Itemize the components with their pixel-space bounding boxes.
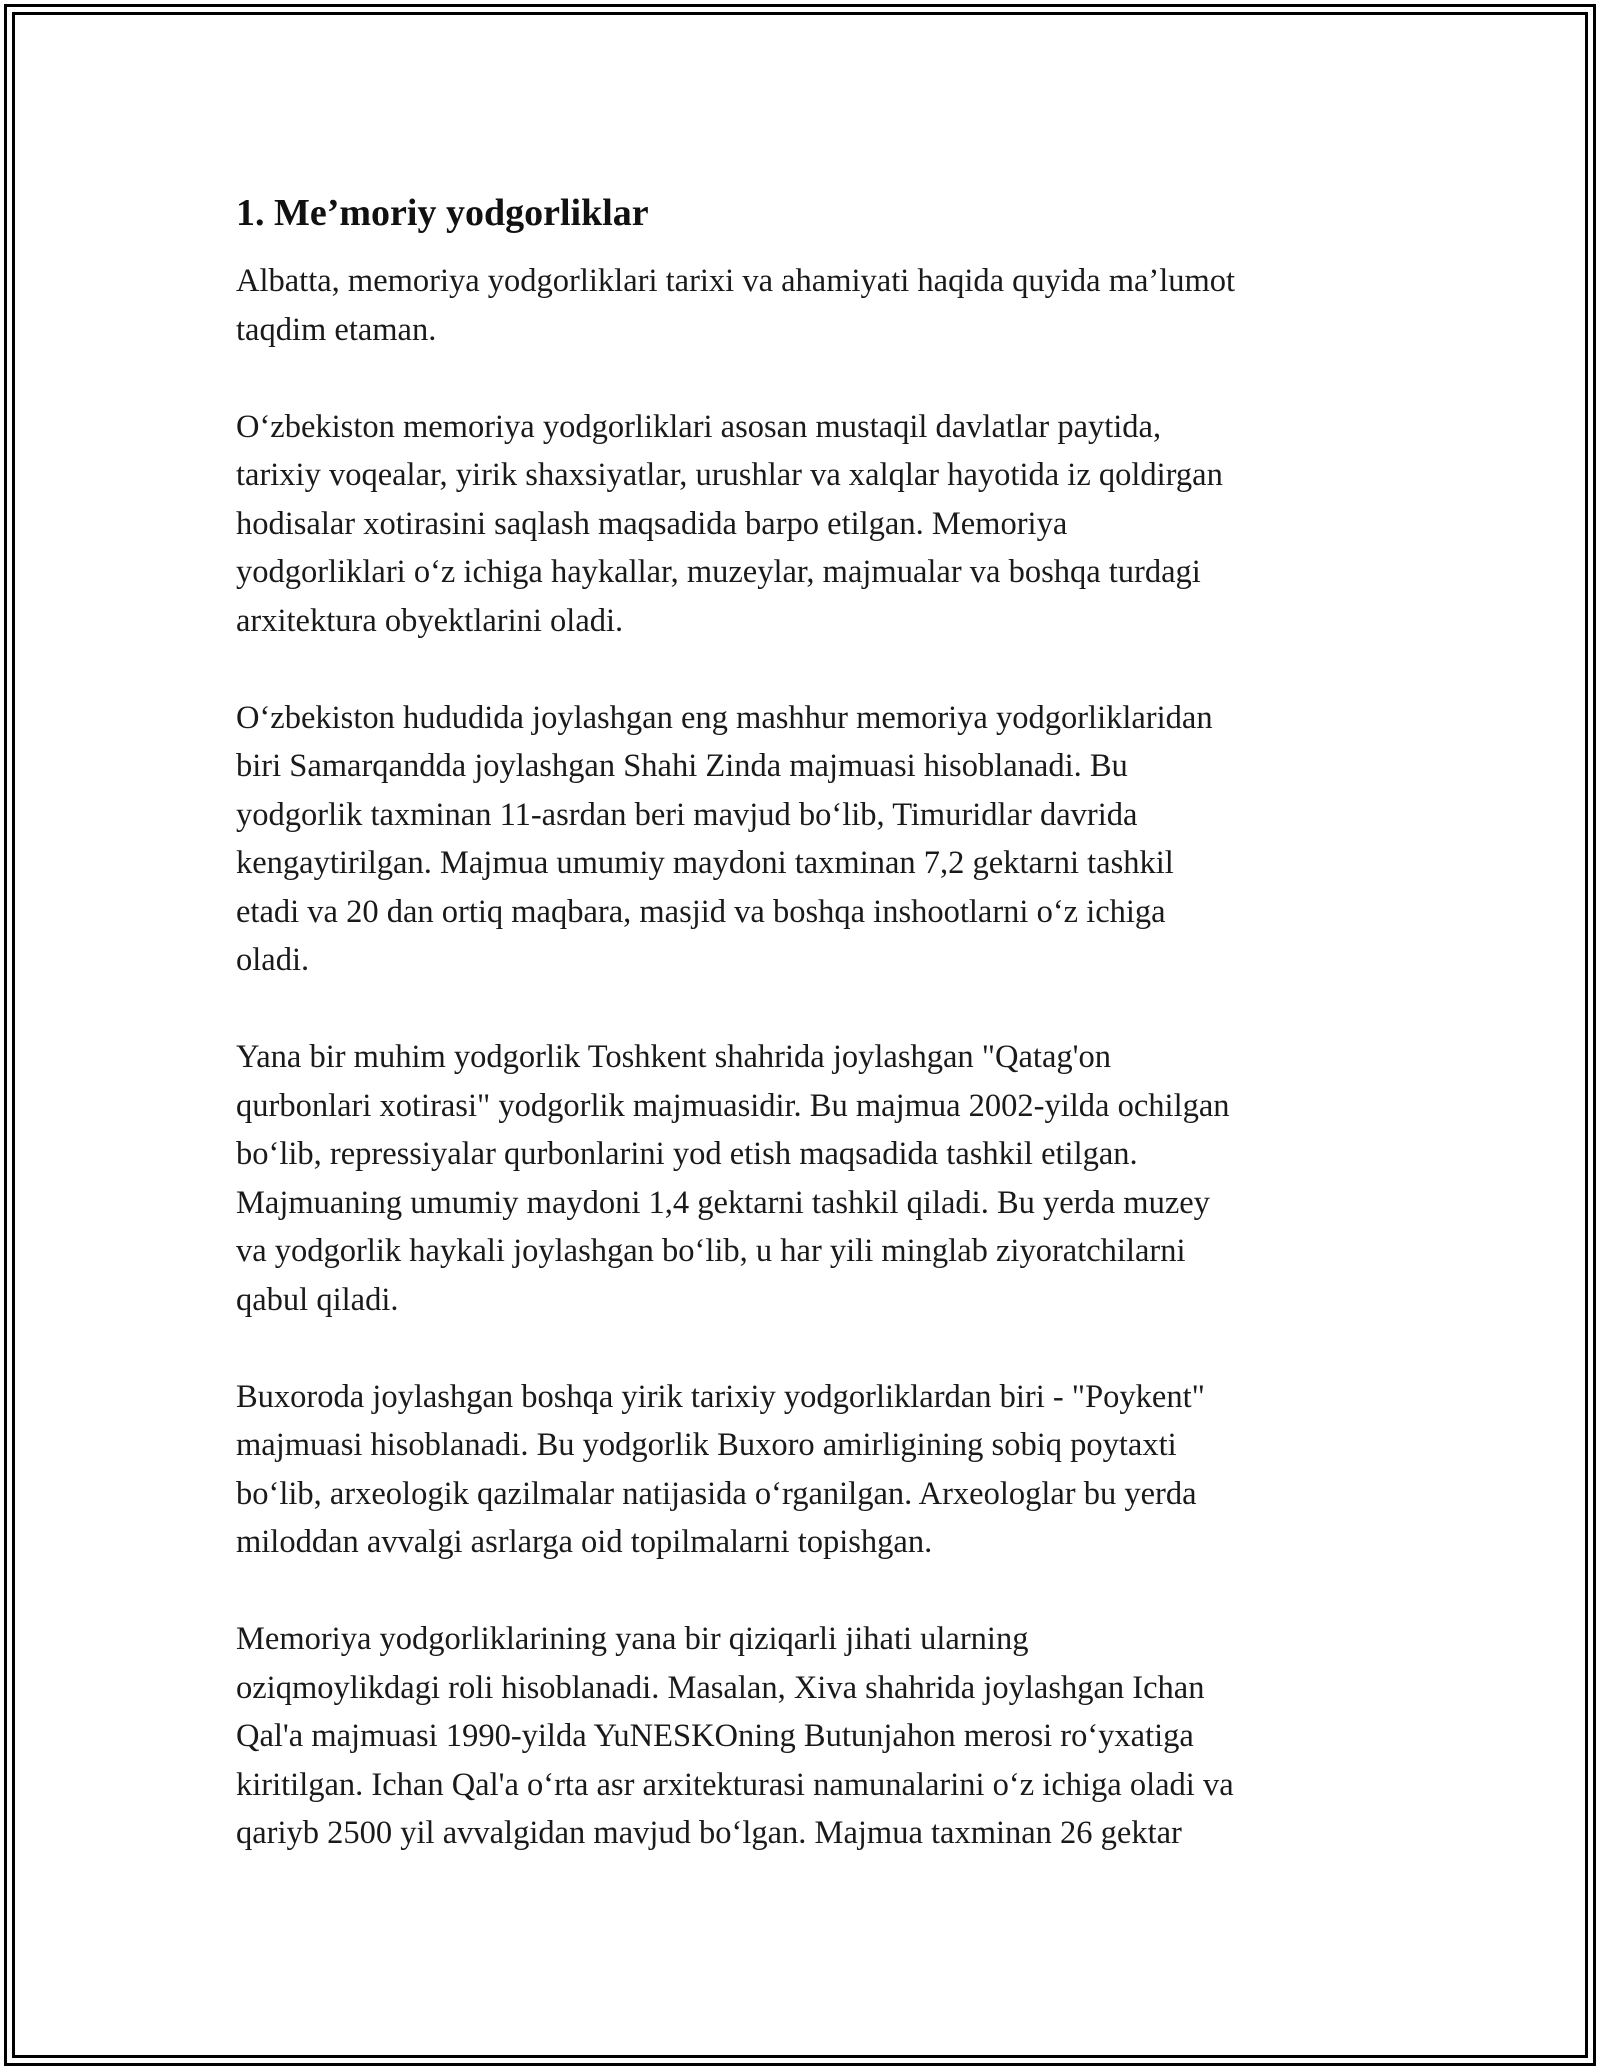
document-body	[236, 185, 1366, 1906]
section-heading: 1. Me’moriy yodgorliklar	[236, 192, 649, 234]
text-line: hodisalar xotirasini saqlash maqsadida barpo etilgan. Memoriya	[236, 505, 1068, 542]
text-line: biri Samarqandda joylashgan Shahi Zinda majmuasi hisoblanadi. Bu	[236, 748, 1128, 784]
text-line: yodgorliklari o‘z ichiga haykallar, muzeylar, majmualar va boshqa turdagi	[236, 554, 1201, 590]
text-line: kiritilgan. Ichan Qal'a o‘rta asr arxitekturasi namunalarini o‘z ichiga oladi va	[236, 1766, 1234, 1803]
paragraph	[236, 1373, 1366, 1567]
text-line: va yodgorlik haykali joylashgan bo‘lib, u har yili minglab ziyoratchilarni	[236, 1233, 1186, 1269]
text-line: oladi.	[236, 942, 310, 978]
text-line: qabul qiladi.	[236, 1281, 399, 1318]
text-line: oziqmoylikdagi roli hisoblanadi. Masalan, Xiva shahrida joylashgan Ichan	[236, 1669, 1205, 1706]
paragraph	[236, 257, 1366, 354]
text-line: Albatta, memoriya yodgorliklari tarixi va ahamiyati haqida quyida ma’lumot	[236, 263, 1236, 299]
text-line: Majmuaning umumiy maydoni 1,4 gektarni tashkil qiladi. Bu yerda muzey	[236, 1184, 1210, 1221]
text-line: tarixiy voqealar, yirik shaxsiyatlar, urushlar va xalqlar hayotida iz qoldirgan	[236, 457, 1223, 493]
text-line: arxitektura obyektlarini oladi.	[236, 602, 624, 639]
text-line: Memoriya yodgorliklarining yana bir qiziqarli jihati ularning	[236, 1621, 1029, 1657]
paragraph	[236, 1615, 1366, 1858]
text-line: majmuasi hisoblanadi. Bu yodgorlik Buxoro amirligining sobiq poytaxti	[236, 1427, 1177, 1463]
text-line: taqdim etaman.	[236, 311, 437, 348]
text-line: kengaytirilgan. Majmua umumiy maydoni taxminan 7,2 gektarni tashkil	[236, 845, 1174, 881]
paragraph	[236, 694, 1366, 985]
text-line: qariyb 2500 yil avvalgidan mavjud bo‘lgan. Majmua taxminan 26 gektar	[236, 1815, 1182, 1851]
text-line: yodgorlik taxminan 11-asrdan beri mavjud bo‘lib, Timuridlar davrida	[236, 796, 1138, 833]
paragraph	[236, 403, 1366, 646]
text-line: O‘zbekiston memoriya yodgorliklari asosan mustaqil davlatlar paytida,	[236, 408, 1162, 445]
text-line: bo‘lib, repressiyalar qurbonlarini yod etish maqsadida tashkil etilgan.	[236, 1136, 1138, 1172]
text-line: O‘zbekiston hududida joylashgan eng mashhur memoriya yodgorliklaridan	[236, 699, 1213, 736]
paragraph-list	[236, 257, 1366, 1858]
text-line: miloddan avvalgi asrlarga oid topilmalarni topishgan.	[236, 1524, 933, 1560]
paragraph	[236, 1033, 1366, 1324]
text-line: etadi va 20 dan ortiq maqbara, masjid va boshqa inshootlarni o‘z ichiga	[236, 893, 1166, 930]
text-line: Yana bir muhim yodgorlik Toshkent shahrida joylashgan "Qatag'on	[236, 1039, 1111, 1075]
text-line: Qal'a majmuasi 1990-yilda YuNESKOning Butunjahon merosi ro‘yxatiga	[236, 1718, 1194, 1754]
text-line: qurbonlari xotirasi" yodgorlik majmuasidir. Bu majmua 2002-yilda ochilgan	[236, 1087, 1230, 1124]
text-line: bo‘lib, arxeologik qazilmalar natijasida o‘rganilgan. Arxeologlar bu yerda	[236, 1475, 1197, 1512]
text-line: Buxoroda joylashgan boshqa yirik tarixiy yodgorliklardan biri - "Poykent"	[236, 1378, 1205, 1415]
